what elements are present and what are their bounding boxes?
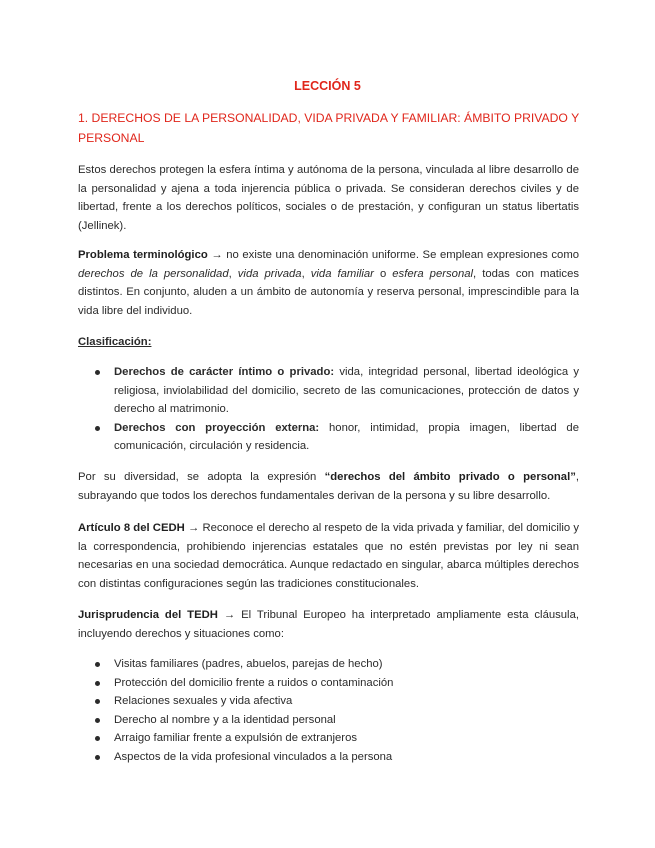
term-sep-2: , [301, 267, 311, 280]
case-list [78, 655, 579, 767]
list-item [78, 419, 579, 456]
case-item: Relaciones sexuales y vida afectiva [114, 695, 293, 708]
term-sep-1: , [228, 267, 238, 280]
terminology-text-2: , todas con matices distintos. En conjunto, aluden a un ámbito de autonomía y reserva personal, imprescindible para la vida libre del individuo. [78, 267, 580, 317]
lesson-title: LECCIÓN 5 [294, 79, 361, 93]
diversity-expression: “derechos del ámbito privado o personal” [324, 471, 576, 483]
list-item [78, 711, 579, 730]
bullet-icon [95, 755, 100, 760]
terminology-label: Problema terminológico [78, 249, 208, 261]
bullet-icon [95, 370, 100, 375]
classification-item-label: Derechos con proyección externa: [114, 421, 320, 434]
terminology-arrow: → [207, 249, 227, 261]
classification-heading-para [78, 333, 579, 352]
diversity-text-1: Por su diversidad, se adopta la expresión [78, 471, 325, 483]
bullet-icon [95, 736, 100, 741]
case-item: Derecho al nombre y a la identidad personal [114, 713, 336, 726]
term-personal-sphere: esfera personal [392, 267, 474, 280]
list-item [78, 363, 579, 419]
bullet-icon [95, 662, 100, 667]
section-heading: 1. DERECHOS DE LA PERSONALIDAD, VIDA PRIVADA Y FAMILIAR: ÁMBITO PRIVADO Y PERSONAL [78, 111, 579, 145]
case-item: Protección del domicilio frente a ruidos o contaminación [114, 676, 394, 689]
cedh-text: Reconoce el derecho al respeto de la vida privada y familiar, del domicilio y la correspondencia, prohibiendo injerencias estatales que no estén previstas por ley ni sean necesarias en una sociedad democrática. Aunque redactado en singular, abarca múltiples derechos con distintas configuraciones según las tradiciones constitucionales. [78, 522, 579, 590]
list-item [78, 692, 579, 711]
cedh-paragraph [78, 519, 579, 593]
bullet-icon [95, 699, 100, 704]
tedh-paragraph [78, 606, 579, 643]
bullet-icon [95, 426, 100, 431]
case-item: Aspectos de la vida profesional vinculados a la persona [114, 750, 393, 763]
diversity-paragraph [78, 468, 579, 505]
intro-paragraph: Estos derechos protegen la esfera íntima y autónoma de la persona, vinculada al libre desarrollo de la personalidad y ajena a toda injerencia pública o privada. Se consideran derechos civiles y de libertad, frente a los derechos políticos, sociales o de prestación, y configuran un status libertatis (Jellinek). [78, 164, 579, 232]
classification-item-text: vida, integridad personal, libertad ideológica y religiosa, inviolabilidad del domicilio, secreto de las comunicaciones, protección de datos y derecho al matrimonio. [114, 366, 580, 416]
tedh-label: Jurisprudencia del TEDH [78, 609, 218, 621]
cedh-arrow: → [184, 522, 203, 534]
terminology-paragraph [78, 246, 579, 320]
classification-item-label: Derechos de carácter íntimo o privado: [114, 366, 335, 378]
bullet-icon [95, 718, 100, 723]
term-private-life: vida privada [237, 267, 302, 280]
list-item [78, 655, 579, 674]
list-item [78, 748, 579, 767]
classification-list [78, 363, 579, 456]
classification-item-text: honor, intimidad, propia imagen, libertad de comunicación, circulación y residencia. [114, 421, 579, 453]
bullet-icon [95, 681, 100, 686]
terminology-text-1: no existe una denominación uniforme. Se emplean expresiones como [226, 249, 580, 261]
diversity-text-2: , subrayando que todos los derechos fundamentales derivan de la persona y su libre desarrollo. [78, 471, 580, 502]
term-sep-3: o [373, 267, 393, 280]
list-item [78, 729, 579, 748]
case-item: Visitas familiares (padres, abuelos, parejas de hecho) [114, 658, 383, 670]
classification-heading: Clasificación: [78, 336, 152, 348]
case-item: Arraigo familiar frente a expulsión de extranjeros [114, 732, 358, 745]
list-item [78, 674, 579, 693]
term-family-life: vida familiar [310, 267, 374, 280]
tedh-text: El Tribunal Europeo ha interpretado ampliamente esta cláusula, incluyendo derechos y situaciones como: [78, 609, 579, 640]
term-personality: derechos de la personalidad [78, 267, 229, 280]
tedh-arrow: → [217, 609, 242, 621]
cedh-label: Artículo 8 del CEDH [78, 522, 185, 534]
